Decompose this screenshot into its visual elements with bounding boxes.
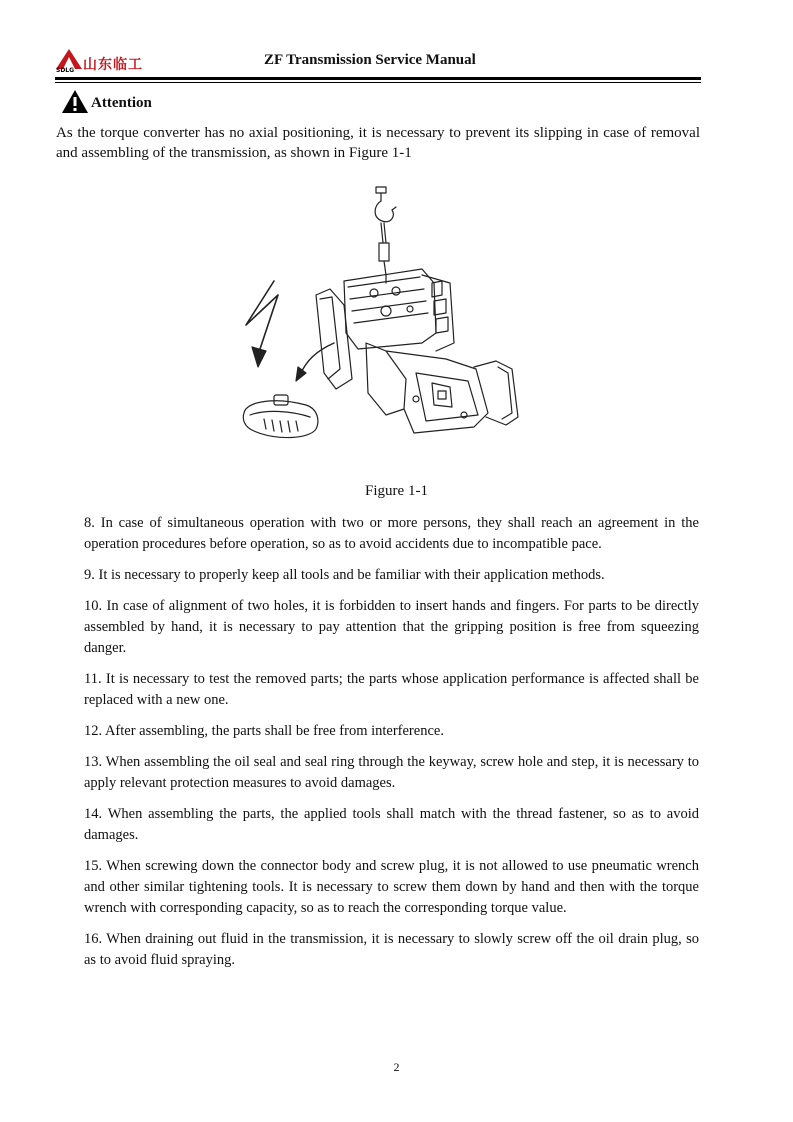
page-number: 2 (393, 1060, 400, 1074)
header-rule-thick (55, 77, 701, 80)
rule-item-13: 13. When assembling the oil seal and seal ring through the keyway, screw hole and step, it is necessary to apply relevant protection measures to avoid damages. (84, 754, 699, 791)
warning-triangle-icon (61, 89, 89, 114)
figure-caption: Figure 1-1 (365, 483, 428, 499)
crane-hook-icon (375, 187, 396, 275)
transmission-lifting-illustration (236, 183, 526, 473)
figure-1-1 (236, 183, 526, 473)
header-rule-thin (55, 82, 701, 83)
page-header (55, 44, 701, 80)
rule-item-9: 9. It is necessary to properly keep all tools and be familiar with their application methods. (84, 567, 605, 583)
lightning-icon (246, 281, 278, 355)
attention-text: As the torque converter has no axial positioning, it is necessary to prevent its slipping in case of removal and assembling of the transmission, as shown in Figure 1-1 (56, 125, 700, 161)
rule-item-10: 10. In case of alignment of two holes, it is forbidden to insert hands and fingers. For parts to be directly assembled by hand, it is necessary to pay attention that the gripping position is free from squeezing danger. (84, 598, 699, 656)
sdlg-logo (55, 46, 165, 76)
transmission-body-part (316, 269, 518, 433)
rule-item-8: 8. In case of simultaneous operation with two or more persons, they shall reach an agreement in the operation procedures before operation, so as to avoid accidents due to incompatible pace. (84, 515, 699, 552)
rule-item-16: 16. When draining out fluid in the transmission, it is necessary to slowly screw off the oil drain plug, so as to avoid fluid spraying. (84, 931, 699, 968)
safety-rules-list (84, 513, 699, 981)
rule-item-12: 12. After assembling, the parts shall be free from interference. (84, 723, 444, 739)
rule-item-15: 15. When screwing down the connector body and screw plug, it is not allowed to use pneumatic wrench and other similar tightening tools. It is necessary to screw them down by hand and then with the torque wrench with corresponding capacity, so as to reach the corresponding torque value. (84, 858, 699, 916)
logo-text: 山东临工 (83, 57, 143, 73)
attention-label: Attention (91, 95, 152, 111)
torque-converter-part (243, 395, 318, 438)
rule-item-14: 14. When assembling the parts, the applied tools shall match with the thread fastener, so as to avoid damages. (84, 806, 699, 843)
logo-subtext: SDLG (56, 67, 75, 74)
rule-item-11: 11. It is necessary to test the removed parts; the parts whose application performance is affected shall be replaced with a new one. (84, 671, 699, 708)
manual-title: ZF Transmission Service Manual (264, 52, 476, 68)
